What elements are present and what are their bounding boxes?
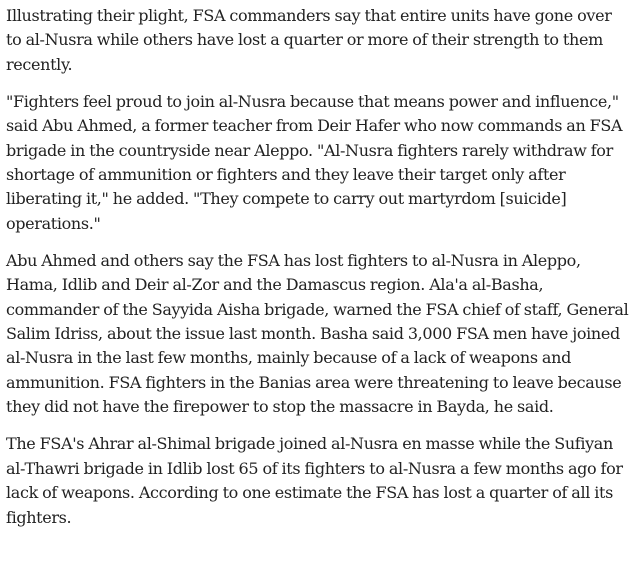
article-paragraph: Abu Ahmed and others say the FSA has lost fighters to al-Nusra in Aleppo, Hama, Idlib and Deir al-Zor and the Damascus region. Ala'a al-Basha, commander of the Sayyida Aisha brigade, warned the FSA chief of staff, General Salim Idriss, about the issue last month. Basha said 3,000 FSA men have joined al-Nusra in the last few months, mainly because of a lack of weapons and ammunition. FSA fighters in the Banias area were threatening to leave because they did not have the firepower to stop the massacre in Bayda, he said.	[6, 250, 629, 417]
article-paragraph: Illustrating their plight, FSA commanders say that entire units have gone over to al-Nusra while others have lost a quarter or more of their strength to them recently.	[6, 6, 612, 74]
article-paragraph: The FSA's Ahrar al-Shimal brigade joined al-Nusra en masse while the Sufiyan al-Thawri brigade in Idlib lost 65 of its fighters to al-Nusra a few months ago for lack of weapons. According to one estimate the FSA has lost a quarter of all its fighters.	[6, 434, 623, 527]
article-paragraph: "Fighters feel proud to join al-Nusra because that means power and influence," said Abu Ahmed, a former teacher from Deir Hafer who now commands an FSA brigade in the countryside near Aleppo. "Al-Nusra fighters rarely withdraw for shortage of ammunition or fighters and they leave their target only after liberating it," he added. "They compete to carry out martyrdom [suicide] operations."	[6, 91, 623, 233]
